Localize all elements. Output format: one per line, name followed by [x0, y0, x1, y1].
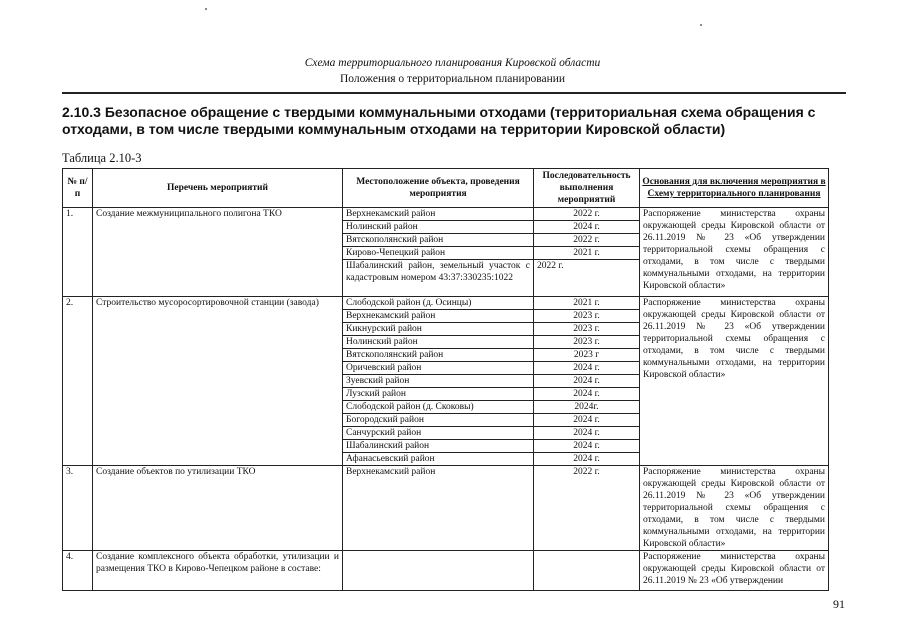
- section-title: 2.10.3 Безопасное обращение с твердыми коммунальными отходами (территориальная схема обращения с отходами, в том числе твердыми коммунальным отходами на территории Кировской области): [62, 104, 816, 137]
- year-item: 2023 г: [534, 349, 639, 362]
- page-number: 91: [833, 597, 845, 611]
- location-item: Богородский район: [343, 414, 533, 427]
- running-header-subtitle: Положения о территориальном планировании: [339, 73, 566, 85]
- header-basis: Основания для включения мероприятия в Схему территориального планирования: [640, 169, 829, 208]
- row-years: [534, 208, 640, 297]
- row-activity: Создание межмуниципального полигона ТКО: [93, 208, 343, 297]
- row-locations: [343, 466, 534, 551]
- row-locations: [343, 297, 534, 466]
- year-item: 2022 г.: [573, 467, 600, 477]
- location-item: Шабалинский район: [343, 440, 533, 453]
- row-years: [534, 551, 640, 591]
- location-item: Лузский район: [343, 388, 533, 401]
- year-item: 2023 г.: [534, 336, 639, 349]
- row-number: 2.: [63, 297, 93, 466]
- year-item: 2022 г.: [537, 261, 564, 271]
- year-item: [534, 551, 639, 563]
- year-item: 2024 г.: [534, 440, 639, 453]
- year-item: 2024г.: [534, 401, 639, 414]
- location-item: Верхнекамский район: [343, 208, 533, 221]
- header-location: Местоположение объекта, проведения мероприятия: [343, 169, 534, 208]
- location-item: [343, 551, 533, 563]
- table-row: [63, 551, 829, 591]
- location-item: Нолинский район: [343, 336, 533, 349]
- row-number: 3.: [63, 466, 93, 551]
- year-item: 2024 г.: [534, 414, 639, 427]
- year-item: 2023 г.: [534, 323, 639, 336]
- year-item: 2024 г.: [534, 427, 639, 440]
- year-item: 2024 г.: [534, 362, 639, 375]
- row-basis: Распоряжение министерства охраны окружающей среды Кировской области от 26.11.2019 № 23 «Об утверждении территориальной схемы обращения с отходами, в том числе с твердыми коммунальными отходами, на территории Кировской области»: [640, 297, 829, 466]
- table-row: [63, 297, 829, 466]
- row-basis: Распоряжение министерства охраны окружающей среды Кировской области от 26.11.2019 № 23 «Об утверждении территориальной схемы обращения с отходами, в том числе с твердыми коммунальными отходами, на территории Кировской области»: [640, 466, 829, 551]
- year-item: 2022 г.: [534, 208, 639, 221]
- year-item: 2024 г.: [534, 388, 639, 401]
- location-item: Вятскополянский район: [343, 349, 533, 362]
- header-rule: [62, 92, 846, 94]
- running-header-title: Схема территориального планирования Кировской области: [304, 57, 601, 69]
- location-item: Кирово-Чепецкий район: [343, 247, 533, 260]
- header-activities: Перечень мероприятий: [93, 169, 343, 208]
- row-number: 4.: [63, 551, 93, 591]
- year-item: 2021 г.: [534, 297, 639, 310]
- year-item: 2024 г.: [573, 454, 600, 464]
- location-item: Зуевский район: [343, 375, 533, 388]
- table-caption: Таблица 2.10-3: [62, 151, 142, 165]
- row-basis: Распоряжение министерства охраны окружающей среды Кировской области от 26.11.2019 № 23 «Об утверждении территориальной схемы обращения с отходами, в том числе с твердыми коммунальными отходами, на территории Кировской области»: [640, 208, 829, 297]
- row-activity: Создание комплексного объекта обработки, утилизации и размещения ТКО в Кирово-Чепецком районе в составе:: [93, 551, 343, 591]
- activities-table: [62, 168, 829, 591]
- scan-speck: [205, 8, 207, 10]
- location-item: Слободской район (д. Скоковы): [343, 401, 533, 414]
- location-item: Вятскополянский район: [343, 234, 533, 247]
- location-item: Оричевский район: [343, 362, 533, 375]
- header-num: № п/п: [63, 169, 93, 208]
- header-sequence: Последовательность выполнения мероприятий: [534, 169, 640, 208]
- row-number: 1.: [63, 208, 93, 297]
- table-row: [63, 466, 829, 551]
- year-item: 2021 г.: [534, 247, 639, 260]
- row-locations: [343, 208, 534, 297]
- location-item: Кикнурский район: [343, 323, 533, 336]
- scan-speck: [700, 24, 702, 26]
- table-row: [63, 208, 829, 297]
- location-item: Нолинский район: [343, 221, 533, 234]
- year-item: 2024 г.: [534, 375, 639, 388]
- location-item: Верхнекамский район: [346, 467, 436, 477]
- location-item: Санчурский район: [343, 427, 533, 440]
- year-item: 2022 г.: [534, 234, 639, 247]
- row-activity: Строительство мусоросортировочной станции (завода): [93, 297, 343, 466]
- location-item: Слободской район (д. Осинцы): [343, 297, 533, 310]
- location-item: Афанасьевский район: [346, 454, 435, 464]
- table-header-row: [63, 169, 829, 208]
- row-locations: [343, 551, 534, 591]
- year-item: 2024 г.: [534, 221, 639, 234]
- row-years: [534, 297, 640, 466]
- row-activity: Создание объектов по утилизации ТКО: [93, 466, 343, 551]
- location-item: Шабалинский район, земельный участок с кадастровым номером 43:37:330235:1022: [346, 261, 530, 283]
- location-item: Верхнекамский район: [343, 310, 533, 323]
- row-years: [534, 466, 640, 551]
- row-basis: Распоряжение министерства охраны окружающей среды Кировской области от 26.11.2019 № 23 «Об утверждении: [640, 551, 829, 591]
- year-item: 2023 г.: [534, 310, 639, 323]
